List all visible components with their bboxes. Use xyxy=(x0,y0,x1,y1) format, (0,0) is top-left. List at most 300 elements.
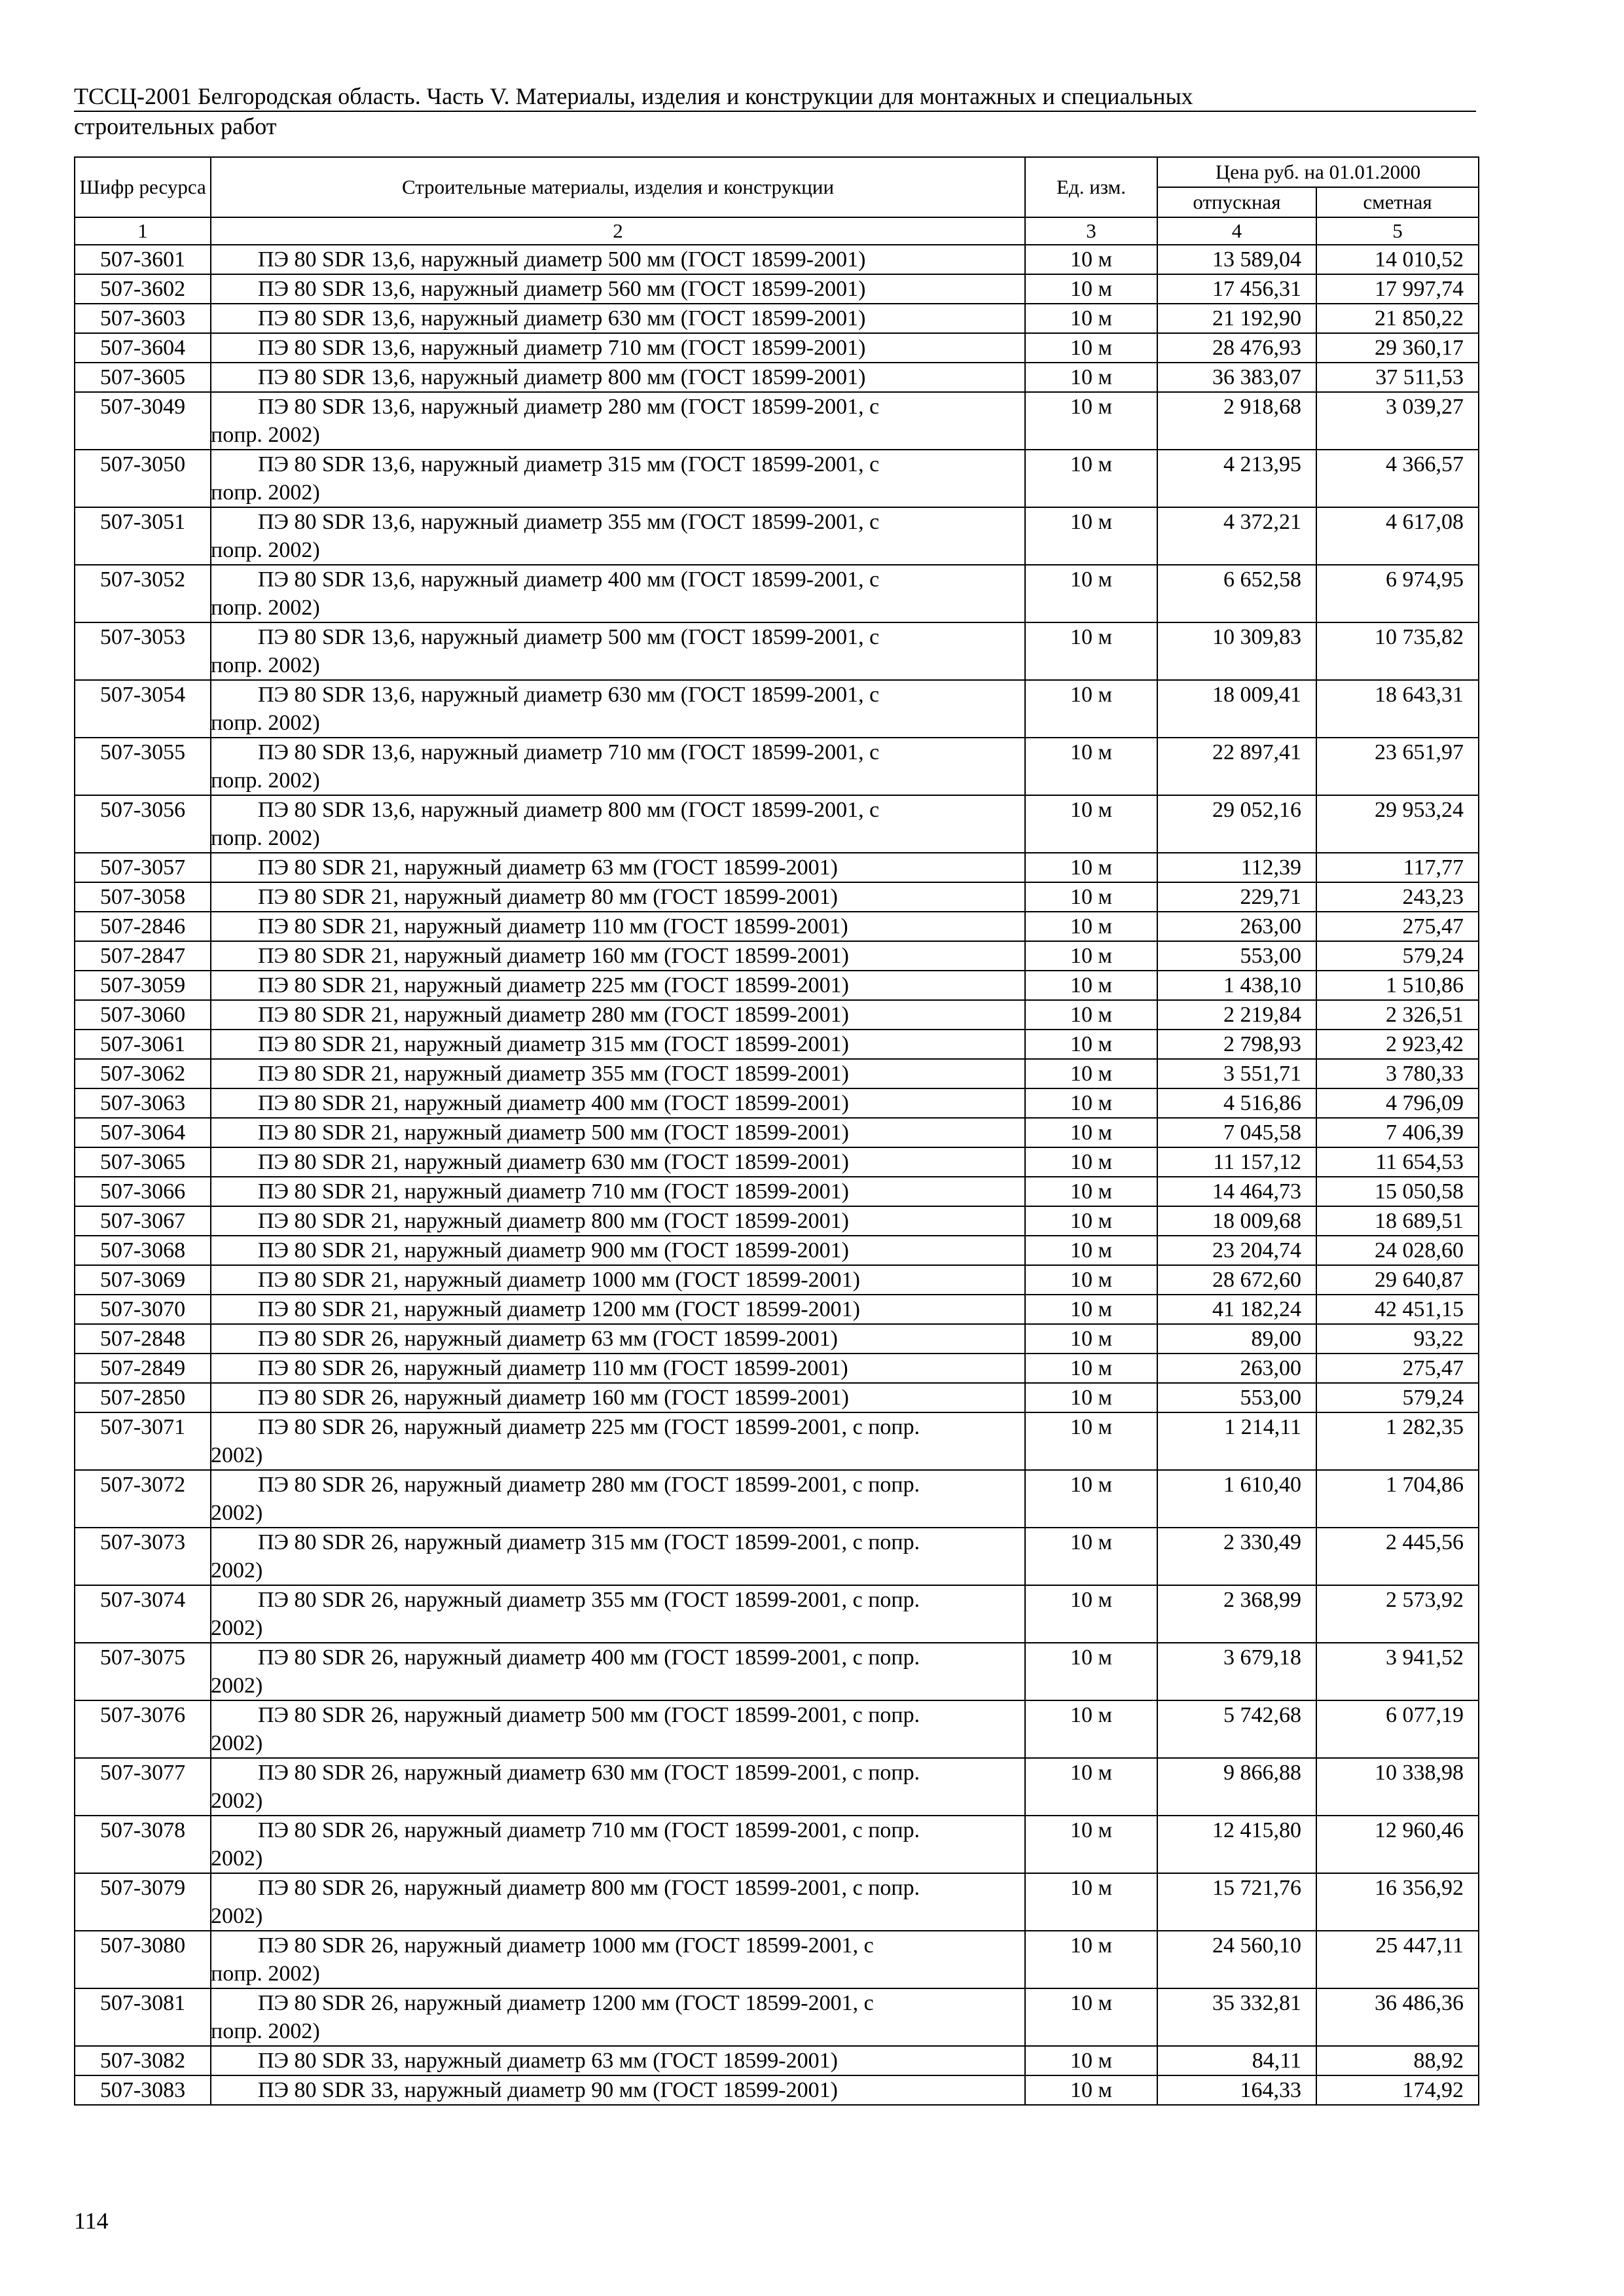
material-name xyxy=(211,1873,1025,1931)
unit-of-measure: 10 м xyxy=(1025,1295,1157,1324)
table-row xyxy=(75,941,1479,971)
material-name-line2: попр. 2002) xyxy=(211,538,320,562)
table-row xyxy=(75,1295,1479,1324)
col-header-release: отпускная xyxy=(1157,187,1316,217)
material-name xyxy=(211,1528,1025,1585)
material-name-line1: ПЭ 80 SDR 13,6, наружный диаметр 315 мм (ГОСТ 18599-2001, с xyxy=(258,452,880,476)
unit-of-measure: 10 м xyxy=(1025,912,1157,941)
estimate-price: 4 796,09 xyxy=(1316,1088,1479,1118)
unit-of-measure: 10 м xyxy=(1025,1265,1157,1295)
estimate-price: 29 953,24 xyxy=(1316,795,1479,853)
material-name-line1: ПЭ 80 SDR 13,6, наружный диаметр 500 мм (ГОСТ 18599-2001) xyxy=(258,247,866,272)
release-price: 12 415,80 xyxy=(1157,1816,1316,1873)
resource-code: 507-3069 xyxy=(75,1265,211,1295)
material-name-line2: попр. 2002) xyxy=(211,711,320,735)
col-header-code: Шифр ресурса xyxy=(75,157,211,217)
material-name xyxy=(211,1088,1025,1118)
release-price: 553,00 xyxy=(1157,1383,1316,1412)
resource-code: 507-3604 xyxy=(75,333,211,363)
estimate-price: 117,77 xyxy=(1316,853,1479,882)
unit-of-measure: 10 м xyxy=(1025,795,1157,853)
estimate-price: 2 445,56 xyxy=(1316,1528,1479,1585)
unit-of-measure: 10 м xyxy=(1025,1236,1157,1265)
table-row xyxy=(75,1265,1479,1295)
release-price: 18 009,68 xyxy=(1157,1206,1316,1236)
material-name-line2: 2002) xyxy=(211,1674,263,1698)
resource-code: 507-3083 xyxy=(75,2075,211,2105)
material-name xyxy=(211,1059,1025,1088)
table-body xyxy=(75,245,1479,2105)
release-price: 2 798,93 xyxy=(1157,1030,1316,1059)
estimate-price: 10 735,82 xyxy=(1316,622,1479,680)
release-price: 553,00 xyxy=(1157,941,1316,971)
unit-of-measure: 10 м xyxy=(1025,1030,1157,1059)
resource-code: 507-3050 xyxy=(75,450,211,507)
unit-of-measure: 10 м xyxy=(1025,1412,1157,1470)
unit-of-measure: 10 м xyxy=(1025,1700,1157,1758)
estimate-price: 23 651,97 xyxy=(1316,738,1479,795)
unit-of-measure: 10 м xyxy=(1025,1088,1157,1118)
release-price: 36 383,07 xyxy=(1157,363,1316,392)
material-name xyxy=(211,1585,1025,1643)
material-name xyxy=(211,941,1025,971)
resource-code: 507-3051 xyxy=(75,507,211,565)
material-name-line2: 2002) xyxy=(211,1616,263,1640)
table-row xyxy=(75,2075,1479,2105)
material-name xyxy=(211,622,1025,680)
unit-of-measure: 10 м xyxy=(1025,1177,1157,1206)
release-price: 5 742,68 xyxy=(1157,1700,1316,1758)
estimate-price: 579,24 xyxy=(1316,1383,1479,1412)
resource-code: 507-3062 xyxy=(75,1059,211,1088)
material-name-line1: ПЭ 80 SDR 21, наружный диаметр 160 мм (ГОСТ 18599-2001) xyxy=(258,944,849,968)
material-name-line1: ПЭ 80 SDR 21, наружный диаметр 500 мм (ГОСТ 18599-2001) xyxy=(258,1121,849,1145)
page-header xyxy=(74,82,1476,141)
release-price: 14 464,73 xyxy=(1157,1177,1316,1206)
material-name-line2: 2002) xyxy=(211,1789,263,1813)
material-name-line1: ПЭ 80 SDR 26, наружный диаметр 63 мм (ГОСТ 18599-2001) xyxy=(258,1327,838,1351)
unit-of-measure: 10 м xyxy=(1025,941,1157,971)
resource-code: 507-3064 xyxy=(75,1118,211,1147)
col-number-3: 3 xyxy=(1025,217,1157,245)
release-price: 3 551,71 xyxy=(1157,1059,1316,1088)
material-name-line2: попр. 2002) xyxy=(211,480,320,505)
resource-code: 507-3603 xyxy=(75,304,211,333)
material-name-line1: ПЭ 80 SDR 26, наружный диаметр 710 мм (ГОСТ 18599-2001, с попр. xyxy=(258,1818,920,1842)
material-name xyxy=(211,912,1025,941)
estimate-price: 18 643,31 xyxy=(1316,680,1479,738)
col-header-estimate: сметная xyxy=(1316,187,1479,217)
unit-of-measure: 10 м xyxy=(1025,1585,1157,1643)
estimate-price: 275,47 xyxy=(1316,1354,1479,1383)
material-name-line1: ПЭ 80 SDR 21, наружный диаметр 355 мм (ГОСТ 18599-2001) xyxy=(258,1062,849,1086)
table-row xyxy=(75,1324,1479,1354)
unit-of-measure: 10 м xyxy=(1025,1643,1157,1700)
col-header-price: Цена руб. на 01.01.2000 xyxy=(1157,157,1479,187)
unit-of-measure: 10 м xyxy=(1025,245,1157,274)
unit-of-measure: 10 м xyxy=(1025,1118,1157,1147)
resource-code: 507-3059 xyxy=(75,971,211,1000)
material-name-line2: попр. 2002) xyxy=(211,653,320,677)
material-name-line1: ПЭ 80 SDR 26, наружный диаметр 1200 мм (ГОСТ 18599-2001, с xyxy=(258,1991,874,2015)
resource-code: 507-3077 xyxy=(75,1758,211,1816)
release-price: 229,71 xyxy=(1157,882,1316,912)
material-name xyxy=(211,1988,1025,2046)
material-name-line1: ПЭ 80 SDR 21, наружный диаметр 900 мм (ГОСТ 18599-2001) xyxy=(258,1238,849,1263)
estimate-price: 3 780,33 xyxy=(1316,1059,1479,1088)
material-name-line2: 2002) xyxy=(211,1846,263,1871)
material-name-line1: ПЭ 80 SDR 21, наружный диаметр 1200 мм (ГОСТ 18599-2001) xyxy=(258,1297,860,1321)
col-number-1: 1 xyxy=(75,217,211,245)
release-price: 15 721,76 xyxy=(1157,1873,1316,1931)
page-number: 114 xyxy=(74,2208,109,2234)
release-price: 2 368,99 xyxy=(1157,1585,1316,1643)
release-price: 1 214,11 xyxy=(1157,1412,1316,1470)
release-price: 2 330,49 xyxy=(1157,1528,1316,1585)
estimate-price: 174,92 xyxy=(1316,2075,1479,2105)
release-price: 263,00 xyxy=(1157,1354,1316,1383)
material-name-line1: ПЭ 80 SDR 26, наружный диаметр 160 мм (ГОСТ 18599-2001) xyxy=(258,1386,849,1410)
table-head xyxy=(75,157,1479,245)
resource-code: 507-3068 xyxy=(75,1236,211,1265)
estimate-price: 4 366,57 xyxy=(1316,450,1479,507)
material-name-line1: ПЭ 80 SDR 26, наружный диаметр 315 мм (ГОСТ 18599-2001, с попр. xyxy=(258,1530,920,1554)
material-name-line1: ПЭ 80 SDR 21, наружный диаметр 630 мм (ГОСТ 18599-2001) xyxy=(258,1150,849,1174)
unit-of-measure: 10 м xyxy=(1025,1059,1157,1088)
table-row xyxy=(75,245,1479,274)
table-row xyxy=(75,1383,1479,1412)
table-row xyxy=(75,1988,1479,2046)
resource-code: 507-3067 xyxy=(75,1206,211,1236)
resource-code: 507-3052 xyxy=(75,565,211,622)
unit-of-measure: 10 м xyxy=(1025,507,1157,565)
unit-of-measure: 10 м xyxy=(1025,392,1157,450)
table-row xyxy=(75,1700,1479,1758)
table-row xyxy=(75,1177,1479,1206)
release-price: 18 009,41 xyxy=(1157,680,1316,738)
col-header-unit: Ед. изм. xyxy=(1025,157,1157,217)
resource-code: 507-3065 xyxy=(75,1147,211,1177)
table-row xyxy=(75,333,1479,363)
table-row xyxy=(75,680,1479,738)
material-name-line1: ПЭ 80 SDR 21, наружный диаметр 315 мм (ГОСТ 18599-2001) xyxy=(258,1032,849,1056)
estimate-price: 1 510,86 xyxy=(1316,971,1479,1000)
estimate-price: 42 451,15 xyxy=(1316,1295,1479,1324)
unit-of-measure: 10 м xyxy=(1025,2075,1157,2105)
resource-code: 507-3061 xyxy=(75,1030,211,1059)
estimate-price: 2 573,92 xyxy=(1316,1585,1479,1643)
table-row xyxy=(75,1931,1479,1988)
material-name-line1: ПЭ 80 SDR 13,6, наружный диаметр 630 мм (ГОСТ 18599-2001) xyxy=(258,306,866,331)
material-name-line2: попр. 2002) xyxy=(211,1962,320,1986)
material-name xyxy=(211,1383,1025,1412)
header-title-line1: ТССЦ-2001 Белгородская область. Часть V. Материалы, изделия и конструкции для монтажных и специальных xyxy=(74,83,1193,109)
material-name xyxy=(211,1931,1025,1988)
resource-code: 507-3066 xyxy=(75,1177,211,1206)
estimate-price: 4 617,08 xyxy=(1316,507,1479,565)
unit-of-measure: 10 м xyxy=(1025,1816,1157,1873)
estimate-price: 2 923,42 xyxy=(1316,1030,1479,1059)
material-name xyxy=(211,2046,1025,2075)
resource-code: 507-3074 xyxy=(75,1585,211,1643)
material-name xyxy=(211,2075,1025,2105)
resource-code: 507-3058 xyxy=(75,882,211,912)
material-name xyxy=(211,853,1025,882)
material-name-line2: 2002) xyxy=(211,1558,263,1583)
material-name-line1: ПЭ 80 SDR 26, наружный диаметр 630 мм (ГОСТ 18599-2001, с попр. xyxy=(258,1761,920,1785)
table-row xyxy=(75,795,1479,853)
release-price: 4 516,86 xyxy=(1157,1088,1316,1118)
release-price: 10 309,83 xyxy=(1157,622,1316,680)
release-price: 1 438,10 xyxy=(1157,971,1316,1000)
material-name-line1: ПЭ 80 SDR 26, наружный диаметр 800 мм (ГОСТ 18599-2001, с попр. xyxy=(258,1876,920,1900)
release-price: 4 213,95 xyxy=(1157,450,1316,507)
table-row xyxy=(75,507,1479,565)
resource-code: 507-3078 xyxy=(75,1816,211,1873)
resource-code: 507-2850 xyxy=(75,1383,211,1412)
table-row xyxy=(75,1030,1479,1059)
release-price: 41 182,24 xyxy=(1157,1295,1316,1324)
resource-code: 507-3053 xyxy=(75,622,211,680)
price-table xyxy=(74,156,1479,2106)
table-row xyxy=(75,565,1479,622)
table-row xyxy=(75,912,1479,941)
table-row xyxy=(75,1236,1479,1265)
resource-code: 507-3082 xyxy=(75,2046,211,2075)
material-name xyxy=(211,1000,1025,1030)
unit-of-measure: 10 м xyxy=(1025,450,1157,507)
material-name-line1: ПЭ 80 SDR 13,6, наружный диаметр 355 мм (ГОСТ 18599-2001, с xyxy=(258,510,880,534)
resource-code: 507-3601 xyxy=(75,245,211,274)
table-row xyxy=(75,1147,1479,1177)
material-name-line1: ПЭ 80 SDR 21, наружный диаметр 1000 мм (ГОСТ 18599-2001) xyxy=(258,1268,860,1292)
material-name-line2: попр. 2002) xyxy=(211,423,320,447)
unit-of-measure: 10 м xyxy=(1025,882,1157,912)
release-price: 28 672,60 xyxy=(1157,1265,1316,1295)
unit-of-measure: 10 м xyxy=(1025,1147,1157,1177)
table-row xyxy=(75,1528,1479,1585)
resource-code: 507-3073 xyxy=(75,1528,211,1585)
resource-code: 507-3075 xyxy=(75,1643,211,1700)
material-name xyxy=(211,1354,1025,1383)
resource-code: 507-3060 xyxy=(75,1000,211,1030)
resource-code: 507-3054 xyxy=(75,680,211,738)
material-name-line1: ПЭ 80 SDR 26, наружный диаметр 110 мм (ГОСТ 18599-2001) xyxy=(258,1356,848,1380)
table-row xyxy=(75,274,1479,304)
unit-of-measure: 10 м xyxy=(1025,1988,1157,2046)
estimate-price: 243,23 xyxy=(1316,882,1479,912)
unit-of-measure: 10 м xyxy=(1025,274,1157,304)
table-row xyxy=(75,1470,1479,1528)
release-price: 17 456,31 xyxy=(1157,274,1316,304)
table-row xyxy=(75,363,1479,392)
estimate-price: 88,92 xyxy=(1316,2046,1479,2075)
estimate-price: 275,47 xyxy=(1316,912,1479,941)
material-name xyxy=(211,565,1025,622)
material-name-line1: ПЭ 80 SDR 13,6, наружный диаметр 710 мм (ГОСТ 18599-2001) xyxy=(258,336,866,360)
resource-code: 507-3072 xyxy=(75,1470,211,1528)
table-row xyxy=(75,622,1479,680)
estimate-price: 10 338,98 xyxy=(1316,1758,1479,1816)
unit-of-measure: 10 м xyxy=(1025,1354,1157,1383)
material-name xyxy=(211,1643,1025,1700)
release-price: 164,33 xyxy=(1157,2075,1316,2105)
material-name-line1: ПЭ 80 SDR 26, наружный диаметр 1000 мм (ГОСТ 18599-2001, с xyxy=(258,1933,874,1958)
unit-of-measure: 10 м xyxy=(1025,1000,1157,1030)
material-name-line1: ПЭ 80 SDR 13,6, наружный диаметр 710 мм (ГОСТ 18599-2001, с xyxy=(258,740,880,764)
resource-code: 507-2849 xyxy=(75,1354,211,1383)
unit-of-measure: 10 м xyxy=(1025,2046,1157,2075)
resource-code: 507-3070 xyxy=(75,1295,211,1324)
estimate-price: 7 406,39 xyxy=(1316,1118,1479,1147)
material-name xyxy=(211,971,1025,1000)
material-name-line2: попр. 2002) xyxy=(211,826,320,850)
estimate-price: 24 028,60 xyxy=(1316,1236,1479,1265)
estimate-price: 29 360,17 xyxy=(1316,333,1479,363)
material-name xyxy=(211,392,1025,450)
table-row xyxy=(75,1412,1479,1470)
unit-of-measure: 10 м xyxy=(1025,333,1157,363)
release-price: 2 918,68 xyxy=(1157,392,1316,450)
material-name xyxy=(211,1236,1025,1265)
unit-of-measure: 10 м xyxy=(1025,363,1157,392)
estimate-price: 37 511,53 xyxy=(1316,363,1479,392)
release-price: 13 589,04 xyxy=(1157,245,1316,274)
release-price: 1 610,40 xyxy=(1157,1470,1316,1528)
material-name-line1: ПЭ 80 SDR 21, наружный диаметр 225 мм (ГОСТ 18599-2001) xyxy=(258,973,849,997)
resource-code: 507-3076 xyxy=(75,1700,211,1758)
unit-of-measure: 10 м xyxy=(1025,971,1157,1000)
material-name xyxy=(211,1758,1025,1816)
resource-code: 507-3080 xyxy=(75,1931,211,1988)
col-number-4: 4 xyxy=(1157,217,1316,245)
estimate-price: 17 997,74 xyxy=(1316,274,1479,304)
unit-of-measure: 10 м xyxy=(1025,565,1157,622)
table-row xyxy=(75,1354,1479,1383)
release-price: 24 560,10 xyxy=(1157,1931,1316,1988)
estimate-price: 1 282,35 xyxy=(1316,1412,1479,1470)
material-name-line1: ПЭ 80 SDR 21, наружный диаметр 80 мм (ГОСТ 18599-2001) xyxy=(258,885,838,909)
unit-of-measure: 10 м xyxy=(1025,1324,1157,1354)
estimate-price: 3 941,52 xyxy=(1316,1643,1479,1700)
table-row xyxy=(75,304,1479,333)
estimate-price: 29 640,87 xyxy=(1316,1265,1479,1295)
resource-code: 507-2846 xyxy=(75,912,211,941)
resource-code: 507-2848 xyxy=(75,1324,211,1354)
material-name-line2: 2002) xyxy=(211,1443,263,1467)
material-name-line2: 2002) xyxy=(211,1501,263,1525)
material-name xyxy=(211,1412,1025,1470)
material-name xyxy=(211,1265,1025,1295)
col-number-2: 2 xyxy=(211,217,1025,245)
material-name-line1: ПЭ 80 SDR 13,6, наружный диаметр 800 мм (ГОСТ 18599-2001) xyxy=(258,365,866,389)
material-name-line1: ПЭ 80 SDR 13,6, наружный диаметр 500 мм (ГОСТ 18599-2001, с xyxy=(258,625,880,649)
resource-code: 507-3049 xyxy=(75,392,211,450)
resource-code: 507-3605 xyxy=(75,363,211,392)
table-row xyxy=(75,1758,1479,1816)
material-name xyxy=(211,1206,1025,1236)
release-price: 112,39 xyxy=(1157,853,1316,882)
material-name xyxy=(211,1147,1025,1177)
material-name xyxy=(211,304,1025,333)
estimate-price: 12 960,46 xyxy=(1316,1816,1479,1873)
estimate-price: 2 326,51 xyxy=(1316,1000,1479,1030)
material-name-line1: ПЭ 80 SDR 26, наружный диаметр 225 мм (ГОСТ 18599-2001, с попр. xyxy=(258,1415,920,1439)
material-name xyxy=(211,1470,1025,1528)
table-row xyxy=(75,971,1479,1000)
material-name xyxy=(211,1118,1025,1147)
material-name xyxy=(211,1324,1025,1354)
unit-of-measure: 10 м xyxy=(1025,1758,1157,1816)
material-name xyxy=(211,1816,1025,1873)
resource-code: 507-3057 xyxy=(75,853,211,882)
table-row xyxy=(75,853,1479,882)
table-row xyxy=(75,1000,1479,1030)
unit-of-measure: 10 м xyxy=(1025,1206,1157,1236)
resource-code: 507-3063 xyxy=(75,1088,211,1118)
resource-code: 507-3081 xyxy=(75,1988,211,2046)
estimate-price: 16 356,92 xyxy=(1316,1873,1479,1931)
material-name-line1: ПЭ 80 SDR 26, наружный диаметр 280 мм (ГОСТ 18599-2001, с попр. xyxy=(258,1473,920,1497)
release-price: 7 045,58 xyxy=(1157,1118,1316,1147)
material-name xyxy=(211,680,1025,738)
estimate-price: 14 010,52 xyxy=(1316,245,1479,274)
release-price: 89,00 xyxy=(1157,1324,1316,1354)
material-name-line1: ПЭ 80 SDR 33, наружный диаметр 90 мм (ГОСТ 18599-2001) xyxy=(258,2078,838,2102)
table-row xyxy=(75,882,1479,912)
col-number-5: 5 xyxy=(1316,217,1479,245)
material-name-line1: ПЭ 80 SDR 13,6, наружный диаметр 560 мм (ГОСТ 18599-2001) xyxy=(258,277,866,301)
col-header-name: Строительные материалы, изделия и конструкции xyxy=(211,157,1025,217)
unit-of-measure: 10 м xyxy=(1025,1873,1157,1931)
material-name xyxy=(211,333,1025,363)
table-row xyxy=(75,1873,1479,1931)
unit-of-measure: 10 м xyxy=(1025,622,1157,680)
resource-code: 507-3602 xyxy=(75,274,211,304)
material-name xyxy=(211,507,1025,565)
unit-of-measure: 10 м xyxy=(1025,1383,1157,1412)
table-row xyxy=(75,1059,1479,1088)
release-price: 263,00 xyxy=(1157,912,1316,941)
material-name xyxy=(211,1700,1025,1758)
release-price: 84,11 xyxy=(1157,2046,1316,2075)
unit-of-measure: 10 м xyxy=(1025,304,1157,333)
estimate-price: 93,22 xyxy=(1316,1324,1479,1354)
material-name-line2: 2002) xyxy=(211,1731,263,1755)
unit-of-measure: 10 м xyxy=(1025,1470,1157,1528)
estimate-price: 36 486,36 xyxy=(1316,1988,1479,2046)
material-name-line1: ПЭ 80 SDR 21, наружный диаметр 63 мм (ГОСТ 18599-2001) xyxy=(258,855,838,880)
release-price: 22 897,41 xyxy=(1157,738,1316,795)
release-price: 6 652,58 xyxy=(1157,565,1316,622)
estimate-price: 25 447,11 xyxy=(1316,1931,1479,1988)
estimate-price: 6 974,95 xyxy=(1316,565,1479,622)
release-price: 23 204,74 xyxy=(1157,1236,1316,1265)
material-name-line1: ПЭ 80 SDR 13,6, наружный диаметр 400 мм (ГОСТ 18599-2001, с xyxy=(258,567,880,592)
estimate-price: 11 654,53 xyxy=(1316,1147,1479,1177)
material-name-line1: ПЭ 80 SDR 26, наружный диаметр 500 мм (ГОСТ 18599-2001, с попр. xyxy=(258,1703,920,1727)
estimate-price: 3 039,27 xyxy=(1316,392,1479,450)
release-price: 4 372,21 xyxy=(1157,507,1316,565)
material-name-line1: ПЭ 80 SDR 21, наружный диаметр 280 мм (ГОСТ 18599-2001) xyxy=(258,1003,849,1027)
material-name-line2: 2002) xyxy=(211,1904,263,1928)
material-name-line2: попр. 2002) xyxy=(211,596,320,620)
material-name xyxy=(211,363,1025,392)
table-row xyxy=(75,2046,1479,2075)
table-row xyxy=(75,1643,1479,1700)
resource-code: 507-3056 xyxy=(75,795,211,853)
material-name-line1: ПЭ 80 SDR 13,6, наружный диаметр 800 мм (ГОСТ 18599-2001, с xyxy=(258,798,880,822)
